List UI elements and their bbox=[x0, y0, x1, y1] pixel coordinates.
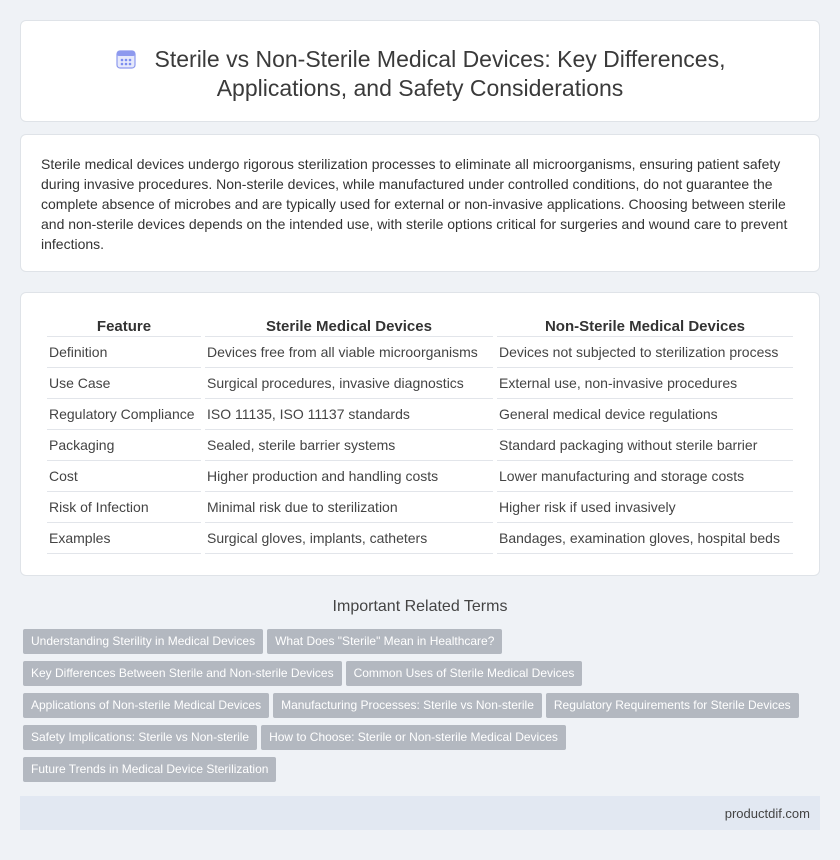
header-sterile: Sterile Medical Devices bbox=[205, 315, 493, 337]
sterile-cell: Surgical gloves, implants, catheters bbox=[205, 523, 493, 554]
calendar-icon bbox=[115, 48, 137, 70]
related-term-link[interactable]: How to Choose: Sterile or Non-sterile Medical Devices bbox=[261, 725, 566, 750]
table-row bbox=[47, 399, 793, 430]
tag-row bbox=[23, 693, 823, 725]
non-sterile-cell: External use, non-invasive procedures bbox=[497, 368, 793, 399]
title-line-2: Applications, and Safety Considerations bbox=[216, 75, 624, 101]
non-sterile-cell: Bandages, examination gloves, hospital beds bbox=[497, 523, 793, 554]
sterile-cell: Sealed, sterile barrier systems bbox=[205, 430, 493, 461]
tag-row bbox=[23, 725, 823, 757]
related-term-link[interactable]: Future Trends in Medical Device Sterilization bbox=[23, 757, 276, 782]
footer-bar bbox=[20, 796, 820, 830]
table-row bbox=[47, 430, 793, 461]
related-term-link[interactable]: Common Uses of Sterile Medical Devices bbox=[346, 661, 583, 686]
related-term-link[interactable]: Understanding Sterility in Medical Devices bbox=[23, 629, 263, 654]
table-header-row bbox=[47, 315, 793, 337]
title-line-1: Sterile vs Non-Sterile Medical Devices: Key Differences, bbox=[154, 46, 726, 72]
intro-card bbox=[20, 134, 820, 272]
table-row bbox=[47, 337, 793, 368]
feature-cell: Cost bbox=[47, 461, 201, 492]
feature-cell: Regulatory Compliance bbox=[47, 399, 201, 430]
header-feature: Feature bbox=[47, 315, 201, 337]
header-non-sterile: Non-Sterile Medical Devices bbox=[497, 315, 793, 337]
non-sterile-cell: Standard packaging without sterile barrier bbox=[497, 430, 793, 461]
sterile-cell: Minimal risk due to sterilization bbox=[205, 492, 493, 523]
non-sterile-cell: Lower manufacturing and storage costs bbox=[497, 461, 793, 492]
table-row bbox=[47, 492, 793, 523]
feature-cell: Examples bbox=[47, 523, 201, 554]
related-term-link[interactable]: Applications of Non-sterile Medical Devices bbox=[23, 693, 269, 718]
related-term-link[interactable]: What Does "Sterile" Mean in Healthcare? bbox=[267, 629, 502, 654]
table-row bbox=[47, 523, 793, 554]
feature-cell: Use Case bbox=[47, 368, 201, 399]
related-term-link[interactable]: Manufacturing Processes: Sterile vs Non-sterile bbox=[273, 693, 542, 718]
non-sterile-cell: General medical device regulations bbox=[497, 399, 793, 430]
feature-cell: Risk of Infection bbox=[47, 492, 201, 523]
related-terms-tags bbox=[23, 629, 823, 789]
non-sterile-cell: Higher risk if used invasively bbox=[497, 492, 793, 523]
feature-cell: Definition bbox=[47, 337, 201, 368]
footer-site-link[interactable]: productdif.com bbox=[724, 806, 810, 821]
table-row bbox=[47, 368, 793, 399]
sterile-cell: Higher production and handling costs bbox=[205, 461, 493, 492]
related-term-link[interactable]: Safety Implications: Sterile vs Non-sterile bbox=[23, 725, 257, 750]
tag-row bbox=[23, 661, 823, 693]
sterile-cell: Devices free from all viable microorganisms bbox=[205, 337, 493, 368]
comparison-table-card bbox=[20, 292, 820, 576]
related-term-link[interactable]: Key Differences Between Sterile and Non-sterile Devices bbox=[23, 661, 342, 686]
comparison-table bbox=[43, 315, 797, 554]
sterile-cell: ISO 11135, ISO 11137 standards bbox=[205, 399, 493, 430]
tag-row bbox=[23, 629, 823, 661]
sterile-cell: Surgical procedures, invasive diagnostics bbox=[205, 368, 493, 399]
table-row bbox=[47, 461, 793, 492]
tag-row bbox=[23, 757, 823, 789]
page-title bbox=[21, 45, 819, 103]
related-term-link[interactable]: Regulatory Requirements for Sterile Devices bbox=[546, 693, 799, 718]
related-terms-title: Important Related Terms bbox=[332, 598, 508, 615]
non-sterile-cell: Devices not subjected to sterilization process bbox=[497, 337, 793, 368]
feature-cell: Packaging bbox=[47, 430, 201, 461]
intro-paragraph: Sterile medical devices undergo rigorous sterilization processes to eliminate all microorganisms, ensuring patient safety during invasive procedures. Non-sterile devices, while manufactured under controlled conditions, do not guarantee the complete absence of microbes and are typically used for external or non-invasive applications. Choosing between sterile and non-sterile devices depends on the intended use, with sterile options critical for surgeries and wound care to prevent infections. bbox=[41, 156, 788, 252]
header-card bbox=[20, 20, 820, 122]
